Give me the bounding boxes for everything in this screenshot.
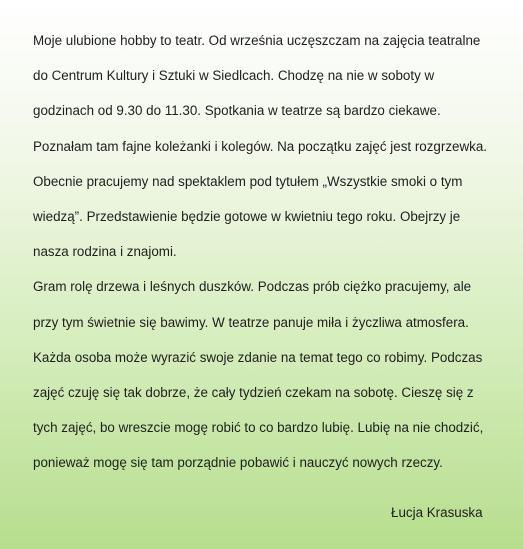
text-line: zajęć czuję się tak dobrze, że cały tydzień czekam na sobotę. Cieszę się z: [33, 385, 474, 401]
author-signature: Łucja Krasuska: [391, 505, 483, 520]
text-line: godzinach od 9.30 do 11.30. Spotkania w teatrze są bardzo ciekawe.: [33, 103, 441, 119]
text-line: przy tym świetnie się bawimy. W teatrze panuje miła i życzliwa atmosfera.: [33, 314, 469, 330]
text-line: Poznałam tam fajne koleżanki i kolegów. Na początku zajęć jest rozgrzewka.: [33, 138, 488, 154]
text-line: ponieważ mogę się tam porządnie pobawić i nauczyć nowych rzeczy.: [33, 455, 443, 471]
text-line: do Centrum Kultury i Sztuki w Siedlcach. Chodzę na nie w soboty w: [33, 68, 435, 84]
paragraph-2: [33, 269, 503, 480]
text-line: Gram rolę drzewa i leśnych duszków. Podczas prób ciężko pracujemy, ale: [33, 279, 472, 295]
text-line: Moje ulubione hobby to teatr. Od września uczęszczam na zajęcia teatralne: [33, 33, 481, 48]
text-line: wiedzą”. Przedstawienie będzie gotowe w kwietniu tego roku. Obejrzy je: [33, 209, 461, 225]
text-line: nasza rodzina i znajomi.: [33, 244, 177, 260]
text-line: tych zajęć, bo wreszcie mogę robić to co bardzo lubię. Lubię na nie chodzić,: [33, 420, 484, 436]
paragraph-1: [33, 23, 503, 269]
essay-body: [33, 23, 503, 481]
text-line: Każda osoba może wyrazić swoje zdanie na temat tego co robimy. Podczas: [33, 349, 483, 365]
text-line: Obecnie pracujemy nad spektaklem pod tytułem „Wszystkie smoki o tym: [33, 173, 463, 189]
